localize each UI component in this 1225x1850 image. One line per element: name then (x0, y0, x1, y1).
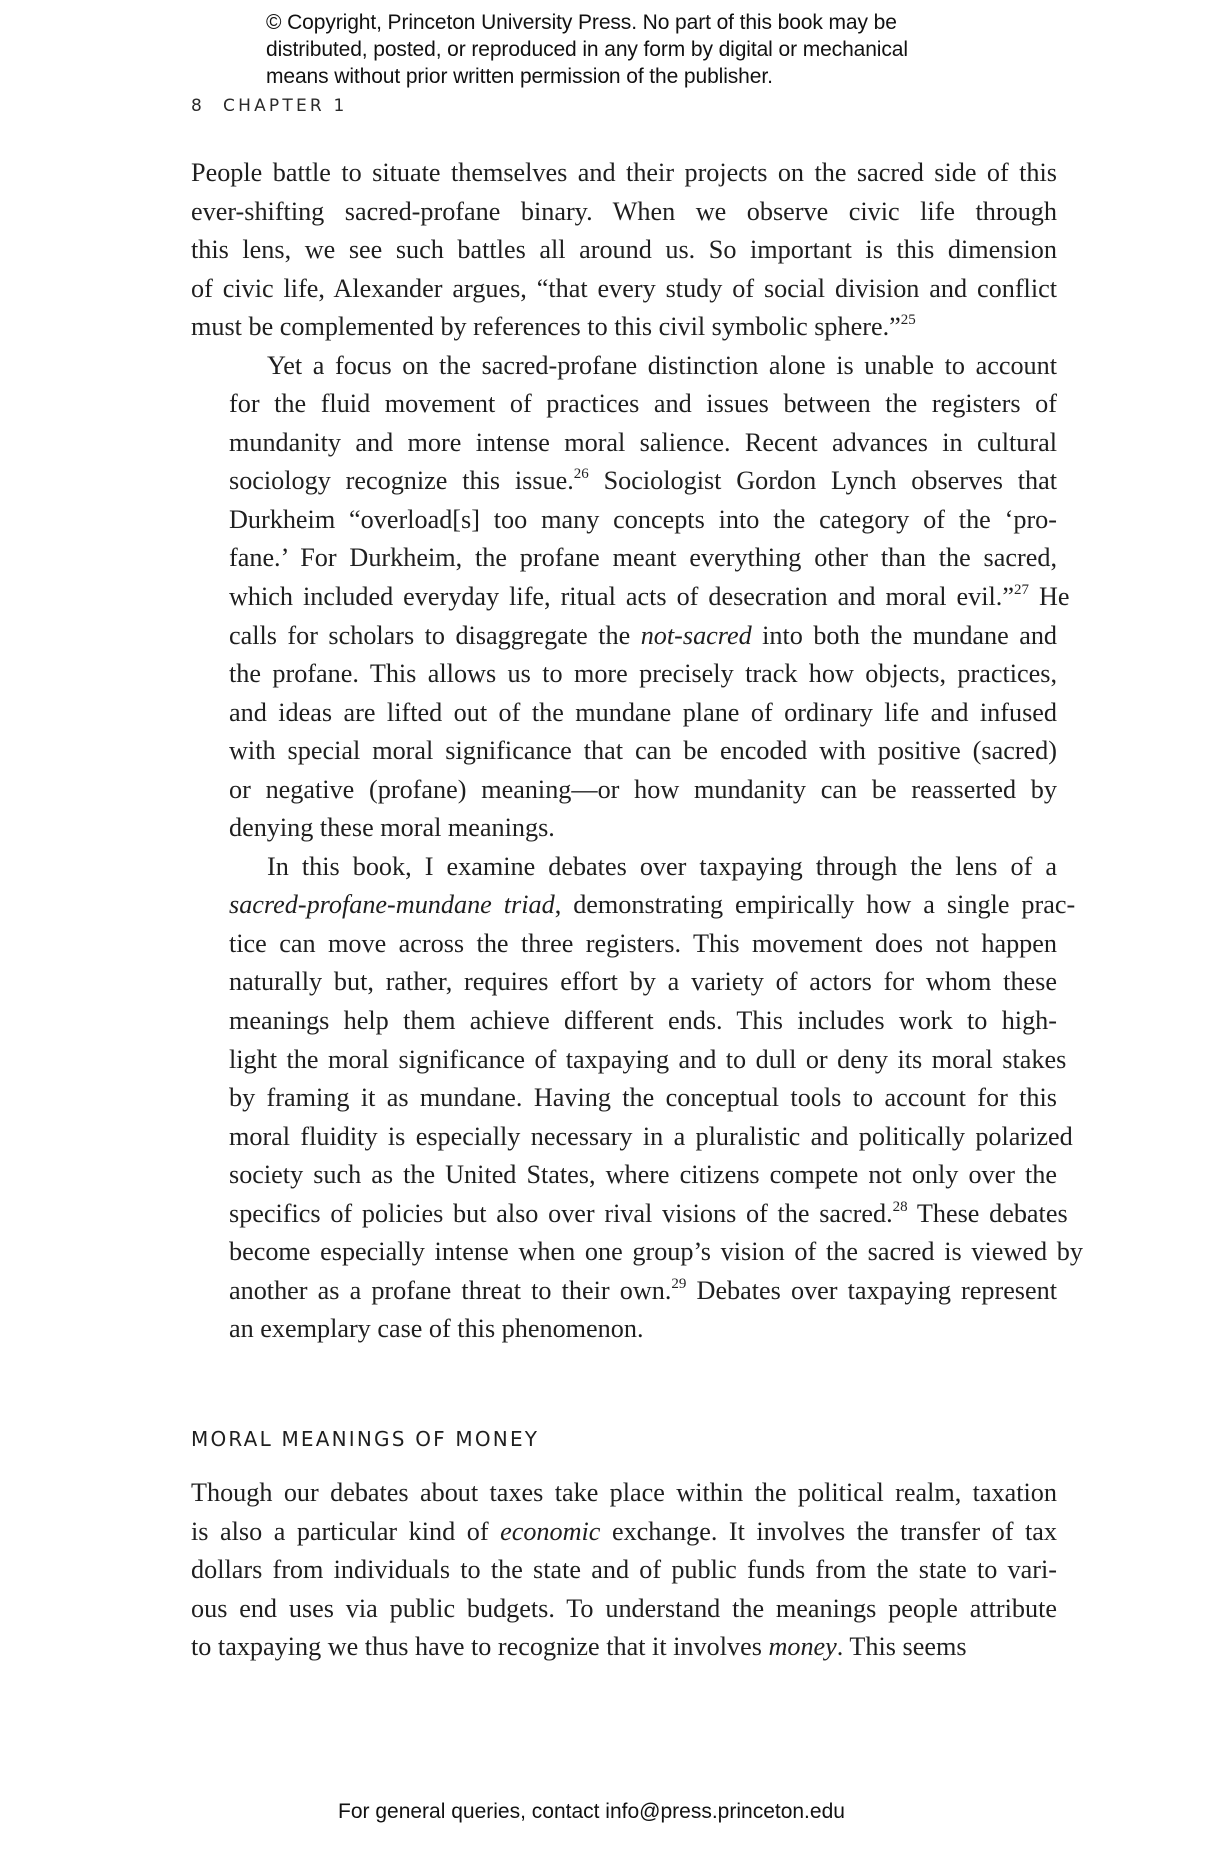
text-line (191, 1628, 1057, 1667)
running-head (191, 96, 348, 116)
text-run: mundanity and more intense moral salience. Recent advances in cultural (229, 427, 1057, 457)
text-run: ever-shifting sacred-profane binary. When we observe civic life through (191, 196, 1057, 226)
text-line (191, 578, 1070, 617)
text-run: , demonstrating empirically how a single prac- (554, 890, 1076, 920)
text-run: Though our debates about taxes take place within the political realm, taxation (191, 1478, 1057, 1507)
text-run: tice can move across the three registers. This movement does not happen (229, 928, 1057, 958)
text-line (191, 424, 1057, 463)
text-line (191, 462, 1057, 501)
section-body-text (191, 1474, 1057, 1667)
text-line (191, 154, 1057, 193)
text-line (191, 1272, 1057, 1311)
text-line (191, 617, 1057, 656)
text-line (191, 385, 1057, 424)
text-run: naturally but, rather, requires effort by a variety of actors for whom these (229, 967, 1057, 997)
footnote-ref[interactable]: 27 (1013, 582, 1029, 599)
text-line (191, 848, 1057, 887)
text-run: and ideas are lifted out of the mundane plane of ordinary life and infused (229, 697, 1057, 727)
text-run: He (1028, 582, 1070, 612)
italic-text: not-sacred (640, 620, 752, 650)
text-run: the profane. This allows us to more precisely track how objects, practices, (229, 659, 1057, 689)
text-line (191, 270, 1057, 309)
text-line (191, 1002, 1057, 1041)
copyright-line: © Copyright, Princeton University Press. No part of this book may be (266, 11, 897, 34)
text-line (191, 193, 1057, 232)
text-run: denying these moral meanings. (229, 813, 555, 843)
text-run: or negative (profane) meaning—or how mundanity can be reasserted by (229, 774, 1057, 804)
copyright-line: distributed, posted, or reproduced in any form by digital or mechanical (266, 38, 908, 61)
text-run: fane.’ For Durkheim, the profane meant everything other than the sacred, (229, 543, 1057, 573)
footnote-ref[interactable]: 29 (671, 1275, 687, 1292)
text-run: calls for scholars to disaggregate the (229, 620, 641, 650)
text-run: for the fluid movement of practices and issues between the registers of (229, 389, 1057, 419)
text-run: meanings help them achieve different ends. This includes work to high- (229, 1006, 1057, 1036)
text-run: People battle to situate themselves and their projects on the sacred side of this (191, 158, 1057, 187)
text-run: ous end uses via public budgets. To understand the meanings people attribute (191, 1593, 1057, 1623)
text-run: society such as the United States, where citizens compete not only over the (229, 1160, 1057, 1190)
text-line (191, 501, 1057, 540)
text-run: an exemplary case of this phenomenon. (229, 1314, 644, 1344)
text-line (191, 655, 1057, 694)
text-run: Yet a focus on the sacred-profane distinction alone is unable to account (267, 350, 1057, 380)
text-line (191, 1474, 1057, 1513)
text-run: In this book, I examine debates over taxpaying through the lens of a (267, 851, 1057, 881)
text-run: specifics of policies but also over rival visions of the sacred. (229, 1198, 893, 1228)
text-line (191, 1118, 1073, 1157)
text-line (191, 732, 1057, 771)
text-run: must be complemented by references to this civil symbolic sphere.” (191, 312, 901, 342)
paragraph (191, 154, 1057, 347)
text-line (191, 1156, 1057, 1195)
page-number: 8 (191, 96, 206, 116)
text-line (191, 886, 1076, 925)
text-line (191, 1079, 1057, 1118)
text-line (191, 1590, 1057, 1629)
text-run: . This seems (836, 1632, 967, 1662)
text-line (191, 694, 1057, 733)
paragraph (191, 347, 1070, 848)
text-run: light the moral significance of taxpaying and to dull or deny its moral stakes (229, 1044, 1067, 1074)
text-run: this lens, we see such battles all around us. So important is this dimension (191, 235, 1057, 265)
text-line (191, 539, 1057, 578)
footnote-ref[interactable]: 26 (573, 466, 589, 483)
text-run: Durkheim “overload[s] too many concepts into the category of the ‘pro- (229, 504, 1057, 534)
text-line (191, 231, 1057, 270)
text-run: to taxpaying we thus have to recognize that it involves (191, 1632, 769, 1662)
text-run: is also a particular kind of (191, 1516, 501, 1546)
text-run: exchange. It involves the transfer of tax (600, 1516, 1057, 1546)
text-run: another as a profane threat to their own. (229, 1275, 672, 1305)
footnote-ref[interactable]: 25 (900, 312, 916, 329)
footer-contact: For general queries, contact info@press.princeton.edu (338, 1800, 845, 1823)
text-run: which included everyday life, ritual acts of desecration and moral evil.” (229, 582, 1014, 612)
text-run: with special moral significance that can be encoded with positive (sacred) (229, 736, 1057, 766)
section-heading: MORAL MEANINGS OF MONEY (191, 1427, 540, 1451)
text-line (191, 1310, 1057, 1349)
text-run: These debates (907, 1198, 1068, 1228)
text-run: sociology recognize this issue. (229, 466, 574, 496)
paragraph (191, 1474, 1057, 1667)
text-line (191, 1513, 1057, 1552)
text-line (191, 963, 1057, 1002)
text-line (191, 1233, 1083, 1272)
chapter-label: CHAPTER 1 (223, 96, 348, 116)
text-run: moral fluidity is especially necessary in a pluralistic and politically polarized (229, 1121, 1073, 1151)
text-line (191, 771, 1057, 810)
body-text (191, 154, 1083, 1349)
text-run: Sociologist Gordon Lynch observes that (588, 466, 1058, 496)
copyright-line: means without prior written permission of the publisher. (266, 65, 773, 88)
text-line (191, 1551, 1057, 1590)
text-line (191, 308, 1057, 347)
text-line (191, 1195, 1068, 1234)
italic-text: money (768, 1632, 837, 1662)
footnote-ref[interactable]: 28 (892, 1198, 908, 1215)
italic-text: sacred-profane-mundane triad (229, 890, 555, 920)
text-line (191, 925, 1057, 964)
text-run: by framing it as mundane. Having the conceptual tools to account for this (229, 1083, 1057, 1113)
text-line (191, 1041, 1067, 1080)
text-run: of civic life, Alexander argues, “that every study of social division and conflict (191, 273, 1057, 303)
copyright-notice (266, 9, 1026, 90)
text-run: Debates over taxpaying represent (686, 1275, 1057, 1305)
text-line (191, 809, 1057, 848)
text-line (191, 347, 1057, 386)
paragraph (191, 848, 1083, 1349)
text-run: into both the mundane and (751, 620, 1058, 650)
italic-text: economic (500, 1516, 601, 1546)
text-run: become especially intense when one group’s vision of the sacred is viewed by (229, 1237, 1083, 1267)
text-run: dollars from individuals to the state and of public funds from the state to vari- (191, 1555, 1057, 1585)
